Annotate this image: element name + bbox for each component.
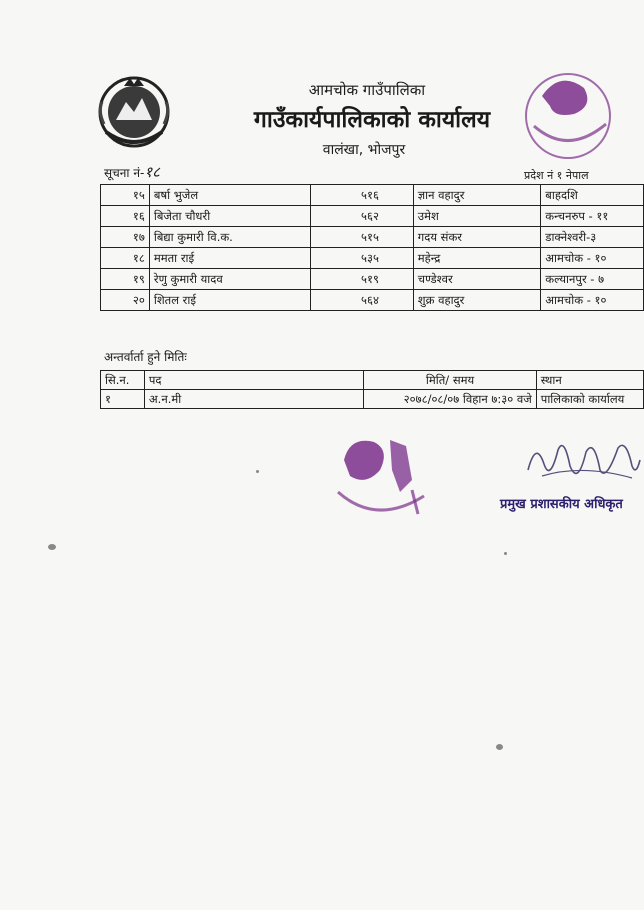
signature-icon [522,430,644,490]
roll-cell: ५३५ [311,248,413,269]
serial-cell: १५ [101,185,150,206]
scan-speck [504,552,507,555]
municipality-name: आमचोक गाउँपालिका [308,81,426,99]
post-cell: अ.न.मी [144,390,363,409]
name-cell: ममता राई [149,248,310,269]
scan-speck [48,544,56,550]
header-place: स्थान [536,371,643,390]
serial-cell: १६ [101,206,150,227]
notice-number [104,162,160,182]
name-cell: बर्षा भुजेल [149,185,310,206]
father-cell: शुक्र वहादुर [413,290,541,311]
roll-cell: ५१६ [311,185,413,206]
address-cell: डाक्नेश्वरी-३ [541,227,644,248]
father-cell: ज्ञान वहादुर [413,185,541,206]
candidate-table [100,184,644,311]
serial-cell: १७ [101,227,150,248]
serial-cell: १९ [101,269,150,290]
father-cell: चण्डेश्वर [413,269,541,290]
table-row [101,269,644,290]
address-cell: आमचोक - १० [541,248,644,269]
name-cell: बिजेता चौधरी [149,206,310,227]
roll-cell: ५६४ [311,290,413,311]
table-header-row [101,371,644,390]
table-row [101,390,644,409]
table-row [101,206,644,227]
header-serial: सि.न. [101,371,145,390]
father-cell: गदय संकर [413,227,541,248]
roll-cell: ५१९ [311,269,413,290]
address-cell: आमचोक - १० [541,290,644,311]
interview-heading: अन्तर्वार्ता हुने मितिः [104,350,187,364]
interview-table [100,370,644,409]
name-cell: रेणु कुमारी यादव [149,269,310,290]
scan-speck [496,744,503,750]
notice-value: १८ [144,163,160,181]
roll-cell: ५१५ [311,227,413,248]
father-cell: महेन्द्र [413,248,541,269]
office-stamp-icon [330,430,430,530]
header-post: पद [144,371,363,390]
table-row [101,185,644,206]
office-address: वालंखा, भोजपुर [322,142,406,158]
name-cell: शितल राई [149,290,310,311]
serial-cell: १ [101,390,145,409]
datetime-cell: २०७८/०८/०७ विहान ७:३० वजे [364,390,536,409]
signatory-title: प्रमुख प्रशासकीय अधिकृत [500,497,623,512]
province-label: प्रदेश नं १ नेपाल [524,169,589,182]
serial-cell: २० [101,290,150,311]
serial-cell: १८ [101,248,150,269]
table-row [101,290,644,311]
address-cell: कल्यानपुर - ७ [541,269,644,290]
name-cell: बिद्या कुमारी वि.क. [149,227,310,248]
place-cell: पालिकाको कार्यालय [536,390,643,409]
office-title: गाउँकार्यपालिकाको कार्यालय [253,107,491,133]
header-datetime: मिति/ समय [364,371,536,390]
scan-speck [256,470,259,473]
address-cell: बाहदशि [541,185,644,206]
address-cell: कन्चनरुप - ११ [541,206,644,227]
roll-cell: ५६२ [311,206,413,227]
father-cell: उमेश [413,206,541,227]
table-row [101,227,644,248]
table-row [101,248,644,269]
notice-label: सूचना नं- [104,166,145,180]
office-stamp-icon [510,66,626,166]
